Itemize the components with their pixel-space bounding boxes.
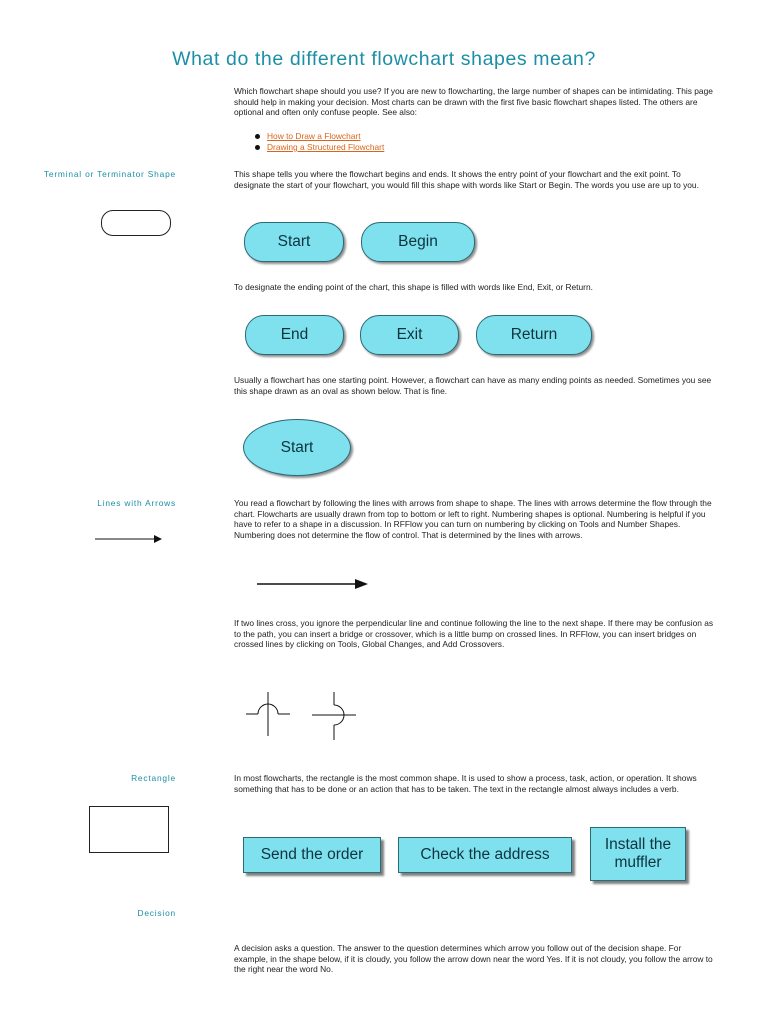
lines-paragraph-2: If two lines cross, you ignore the perpendicular line and continue following the line to the next shape. If there may be confusion as to the path, you can insert a bridge or crossover, which is a little bump on crossed lines. In RFFlow, you can insert bridges on crossed lines by clicking on Tools, Global Changes, and Add Crossovers. <box>234 618 714 649</box>
decision-paragraph-1: A decision asks a question. The answer to the question determines which arrow you follow out of the decision shape. For example, in the shape below, if it is cloudy, you follow the arrow down near the word Yes. If it is not cloudy, you follow the arrow to the right near the word No. <box>234 943 713 974</box>
send-the-order-box: Send the order <box>243 837 381 873</box>
terminal-paragraph-1: This shape tells you where the flowchart begins and ends. It shows the entry point of your flowchart and the exit point. To designate the start of your flowchart, you would fill this shape with words like Start or Begin. The words you use are up to you. <box>234 169 699 190</box>
terminal-paragraph-3: Usually a flowchart has one starting point. However, a flowchart can have as many ending points as needed. Sometimes you see this shape drawn as an oval as shown below. That is fine. <box>234 375 712 396</box>
terminal-shape-icon <box>101 210 171 236</box>
rectangle-shape-icon <box>89 806 169 853</box>
start-terminal-shape: Start <box>244 222 344 262</box>
decision-section-label: Decision <box>137 908 176 918</box>
how-to-draw-flowchart-link[interactable]: How to Draw a Flowchart <box>267 131 361 141</box>
terminal-section-label: Terminal or Terminator Shape <box>43 169 176 179</box>
page-title: What do the different flowchart shapes mean? <box>172 48 596 70</box>
install-the-muffler-box: Install the muffler <box>590 827 686 881</box>
see-also-links <box>255 131 384 153</box>
large-arrow-icon <box>255 576 371 592</box>
terminal-paragraph-2: To designate the ending point of the chart, this shape is filled with words like End, Exit, or Return. <box>234 282 593 292</box>
start-oval-shape: Start <box>243 419 351 476</box>
link-item <box>255 142 384 153</box>
end-terminal-shape: End <box>245 315 344 355</box>
arrow-icon <box>94 532 164 546</box>
lines-paragraph-1: You read a flowchart by following the lines with arrows from shape to shape. The lines with arrows determine the flow through the chart. Flowcharts are usually drawn from top to bottom or left to right. Numbering shapes is optional. Numbering is helpful if you have to refer to a shape in a discussion. In RFFlow you can turn on numbering by clicking on Tools and Number Shapes. Numbering does not determine the flow of control. That is determined by the lines with arrows. <box>234 498 712 540</box>
check-the-address-box: Check the address <box>398 837 572 873</box>
drawing-structured-flowchart-link[interactable]: Drawing a Structured Flowchart <box>267 142 385 152</box>
intro-paragraph: Which flowchart shape should you use? If you are new to flowcharting, the large number of shapes can be intimidating. This page should help in making your decision. Most charts can be drawn with the first five basic flowchart shapes listed. The others are optional and often only confuse people. See also: <box>234 86 713 117</box>
rectangle-paragraph-1: In most flowcharts, the rectangle is the most common shape. It is used to show a process, task, action, or operation. It shows something that has to be done or an action that has to be taken. The text in the rectangle almost always includes a verb. <box>234 773 697 794</box>
lines-section-label: Lines with Arrows <box>97 498 176 508</box>
link-item <box>255 131 384 142</box>
crossover-bridges-icon <box>244 690 364 742</box>
begin-terminal-shape: Begin <box>361 222 475 262</box>
exit-terminal-shape: Exit <box>360 315 459 355</box>
rectangle-section-label: Rectangle <box>131 773 176 783</box>
return-terminal-shape: Return <box>476 315 592 355</box>
